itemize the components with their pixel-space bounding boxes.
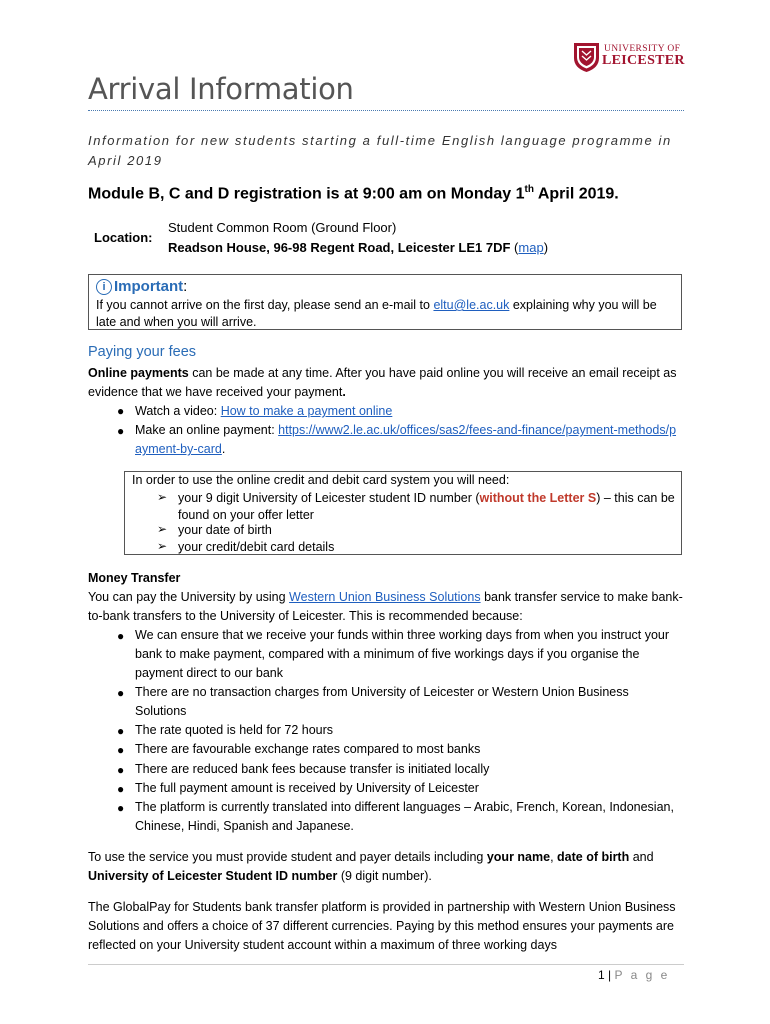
page-title: Arrival Information	[88, 72, 354, 106]
fees-bullet-video: Watch a video: How to make a payment online	[135, 404, 393, 418]
logo-line2: LEICESTER	[602, 53, 685, 68]
mt-bullet: The rate quoted is held for 72 hours	[135, 723, 334, 737]
email-link[interactable]: eltu@le.ac.uk	[433, 298, 510, 312]
globalpay-paragraph: The GlobalPay for Students bank transfer platform is provided in partnership with Western Union Business Solutions and offers a choice of 37 different currencies. Paying by this method ensures your payments are reflected on your University student account within a maximum of three working days	[88, 900, 676, 953]
registration-heading: Module B, C and D registration is at 9:00 am on Monday 1th April 2019.	[88, 184, 619, 203]
mt-bullet: The platform is currently translated into different languages – Arabic, French, Korean, Indonesian, Chinese, Hindi, Spanish and Japanese.	[135, 800, 674, 834]
location-line1: Student Common Room (Ground Floor)	[168, 220, 397, 235]
arrow-bullet-icon: ➢	[157, 490, 168, 504]
bullet-icon: ●	[117, 724, 125, 738]
title-divider	[88, 110, 684, 111]
important-body: If you cannot arrive on the first day, please send an e-mail to eltu@le.ac.uk explaining why you will be late and when you will arrive.	[96, 298, 657, 329]
payment-link[interactable]: https://www2.le.ac.uk/offices/sas2/fees-and-finance/payment-methods/payment-by-card	[135, 423, 677, 457]
bullet-icon: ●	[117, 743, 125, 757]
details-paragraph: To use the service you must provide student and payer details including your name, date of birth and University of Leicester Student ID number (9 digit number).	[88, 850, 654, 884]
card-intro: In order to use the online credit and debit card system you will need:	[132, 473, 510, 487]
bullet-icon: ●	[117, 782, 125, 796]
bullet-icon: ●	[117, 404, 125, 418]
mt-bullet: There are reduced bank fees because transfer is initiated locally	[135, 762, 490, 776]
mt-bullet: There are no transaction charges from University of Leicester or Western Union Business Solutions	[135, 685, 629, 719]
bullet-icon: ●	[117, 763, 125, 777]
map-link[interactable]: map	[518, 240, 544, 255]
arrow-bullet-icon: ➢	[157, 522, 168, 536]
logo-line1: UNIVERSITY OF	[604, 44, 681, 54]
bullet-icon: ●	[117, 629, 125, 643]
card-item-card: your credit/debit card details	[178, 540, 335, 554]
page-footer: 1 | P a g e	[598, 968, 670, 982]
location-line2: Readson House, 96-98 Regent Road, Leicester LE1 7DF (map)	[168, 240, 549, 255]
bullet-icon: ●	[117, 424, 125, 438]
fees-intro: Online payments can be made at any time. After you have paid online you will receive an email receipt as evidence that we have received your payment.	[88, 366, 677, 400]
arrow-bullet-icon: ➢	[157, 539, 168, 553]
western-union-link[interactable]: Western Union Business Solutions	[289, 590, 481, 604]
money-transfer-heading: Money Transfer	[88, 571, 181, 585]
mt-bullet: The full payment amount is received by University of Leicester	[135, 781, 479, 795]
mt-bullet: There are favourable exchange rates compared to most banks	[135, 742, 481, 756]
bullet-icon: ●	[117, 801, 125, 815]
fees-bullet-online: Make an online payment: https://www2.le.ac.uk/offices/sas2/fees-and-finance/payment-methods/payment-by-card.	[135, 423, 677, 457]
fees-heading: Paying your fees	[88, 344, 197, 360]
footer-divider	[88, 964, 684, 965]
money-transfer-intro: You can pay the University by using Western Union Business Solutions bank transfer service to make bank-to-bank transfers to the University of Leicester. This is recommended because:	[88, 590, 683, 624]
card-item-dob: your date of birth	[178, 523, 272, 537]
video-link[interactable]: How to make a payment online	[220, 404, 393, 418]
bullet-icon: ●	[117, 686, 125, 700]
subtitle: Information for new students starting a full-time English language programme in April 2019	[88, 133, 672, 168]
card-item-id: your 9 digit University of Leicester student ID number (without the Letter S) – this can be found on your offer letter	[178, 491, 675, 522]
location-label: Location:	[94, 230, 153, 245]
info-icon: i	[96, 279, 112, 295]
important-heading: i Important:	[96, 278, 187, 295]
mt-bullet: We can ensure that we receive your funds within three working days from when you instruct your bank to make payment, compared with a minimum of five workings days if you organise the payment direct to our bank	[135, 628, 670, 681]
